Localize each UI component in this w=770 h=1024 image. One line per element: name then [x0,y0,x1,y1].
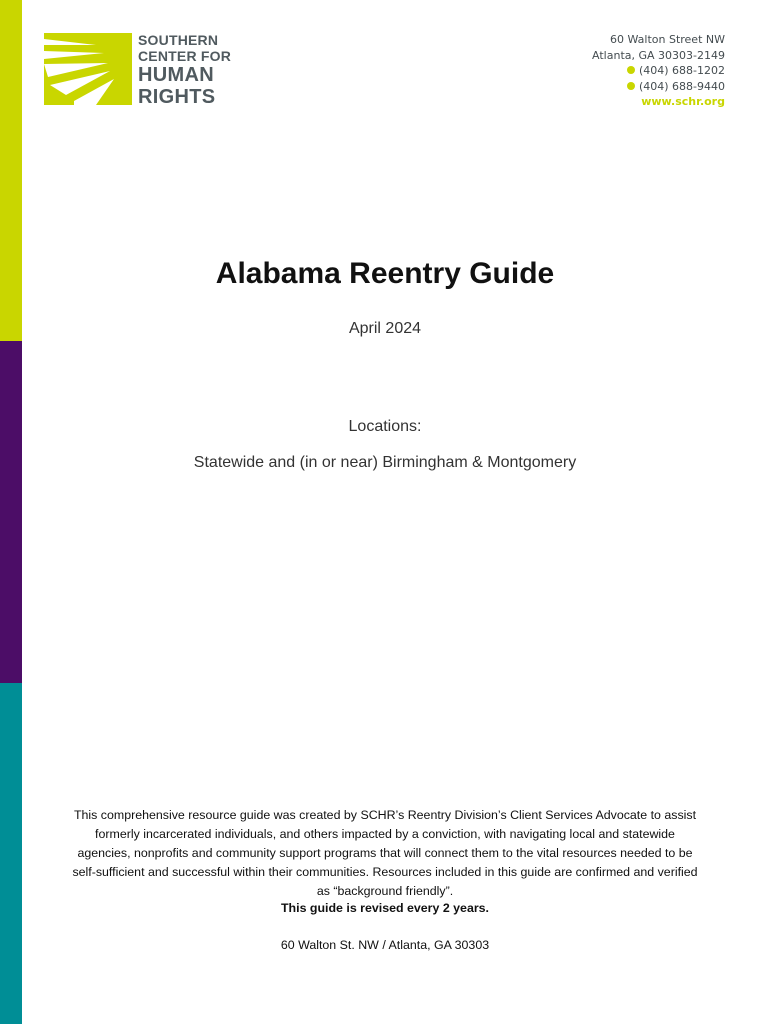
contact-fax-line [592,79,725,95]
phone-icon [627,66,635,74]
logo-line-4: RIGHTS [138,86,216,108]
contact-city: Atlanta, GA 30303-2149 [592,48,725,62]
side-stripe-purple [0,341,22,683]
publication-date: April 2024 [348,320,422,337]
logo-line-1: SOUTHERN [138,32,219,48]
page-title: Alabama Reentry Guide [215,257,555,290]
guide-description: This comprehensive resource guide was created by SCHR’s Reentry Division’s Client Services Advocate to assist formerly incarcerated individuals, and others impacted by a conviction, with navigating local and statewide agencies, nonprofits and community support programs that will connect them to the vital resources needed to be self-sufficient and successful within their communities. Resources included in this guide are confirmed and verified as “background friendly”. [72,808,698,898]
schr-logo-wordmark [138,33,231,107]
schr-logo-mark-icon [44,33,132,105]
side-stripe-teal [0,683,22,1024]
contact-fax: (404) 688-9440 [638,79,725,93]
schr-logo [44,33,244,107]
fax-icon [627,82,635,90]
contact-block [592,32,725,110]
contact-phone: (404) 688-1202 [638,64,725,77]
contact-phone-line [592,63,725,79]
contact-website-link[interactable]: www.schr.org [641,95,725,108]
locations-label: Locations: [348,418,422,435]
contact-street: 60 Walton Street NW [609,33,725,46]
logo-line-2: CENTER FOR [138,48,231,64]
footer-address: 60 Walton St. NW / Atlanta, GA 30303 [280,938,490,952]
locations-value: Statewide and (in or near) Birmingham & Montgomery [193,454,577,471]
revision-note: This guide is revised every 2 years. [280,901,489,915]
logo-line-3: HUMAN [138,64,214,86]
